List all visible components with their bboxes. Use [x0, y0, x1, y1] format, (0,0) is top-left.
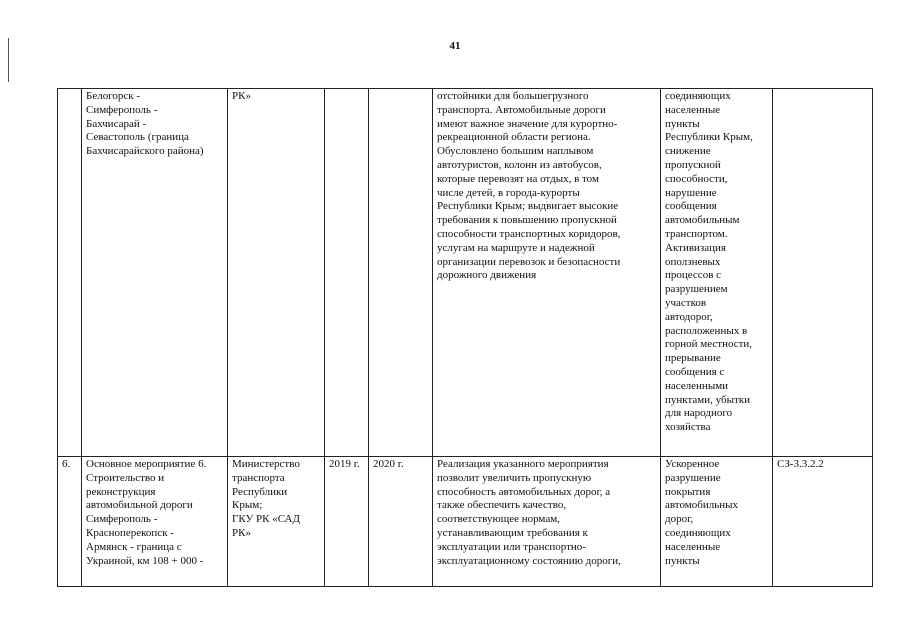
consequences-cell: соединяющих населенные пункты Республики Крым, снижение пропускной способности, нарушение сообщения автомобильным транспортом. Активизация оползневых процессов с разрушением участков автодорог, расположенных в горной местности, прерывание сообщения с населенными пунктами, убытки для народного хозяйства — [661, 89, 773, 457]
table-row — [58, 89, 873, 457]
measure-cell: Основное мероприятие 6. Строительство и реконструкция автомобильной дороги Симферополь - Красноперекопск - Армянск - граница с Украиной, км 108 + 000 - — [82, 457, 228, 587]
executor-cell: Министерство транспорта Республики Крым; ГКУ РК «САД РК» — [228, 457, 325, 587]
start-year-cell: 2019 г. — [325, 457, 369, 587]
end-year-cell: 2020 г. — [369, 457, 433, 587]
measure-cell: Белогорск - Симферополь - Бахчисарай - Севастополь (граница Бахчисарайского района) — [82, 89, 228, 457]
expected-result-cell: отстойники для большегрузного транспорта. Автомобильные дороги имеют важное значение для курортно- рекреационной области региона. Обусловлено большим наплывом автотуристов, колонн из автобусов, которые перевозят на отдых, в том числе детей, в города-курорты Республики Крым; выдвигает высокие требования к повышению пропускной способности транспортных коридоров, услугам на маршруте и надежной организации перевозок и безопасности дорожного движения — [433, 89, 661, 457]
page-number: 41 — [449, 40, 461, 52]
program-table — [57, 88, 873, 587]
indicator-link-cell: СЗ-3.3.2.2 — [773, 457, 873, 587]
start-year-cell — [325, 89, 369, 457]
row-number-cell — [58, 89, 82, 457]
row-number-cell: 6. — [58, 457, 82, 587]
margin-line — [8, 38, 9, 82]
executor-cell: РК» — [228, 89, 325, 457]
end-year-cell — [369, 89, 433, 457]
indicator-link-cell — [773, 89, 873, 457]
table-row — [58, 457, 873, 587]
expected-result-cell: Реализация указанного мероприятия позволит увеличить пропускную способность автомобильных дорог, а также обеспечить качество, соответствующее нормам, устанавливающим требования к эксплуатации или транспортно- эксплуатационному состоянию дороги, — [433, 457, 661, 587]
consequences-cell: Ускоренное разрушение покрытия автомобильных дорог, соединяющих населенные пункты — [661, 457, 773, 587]
